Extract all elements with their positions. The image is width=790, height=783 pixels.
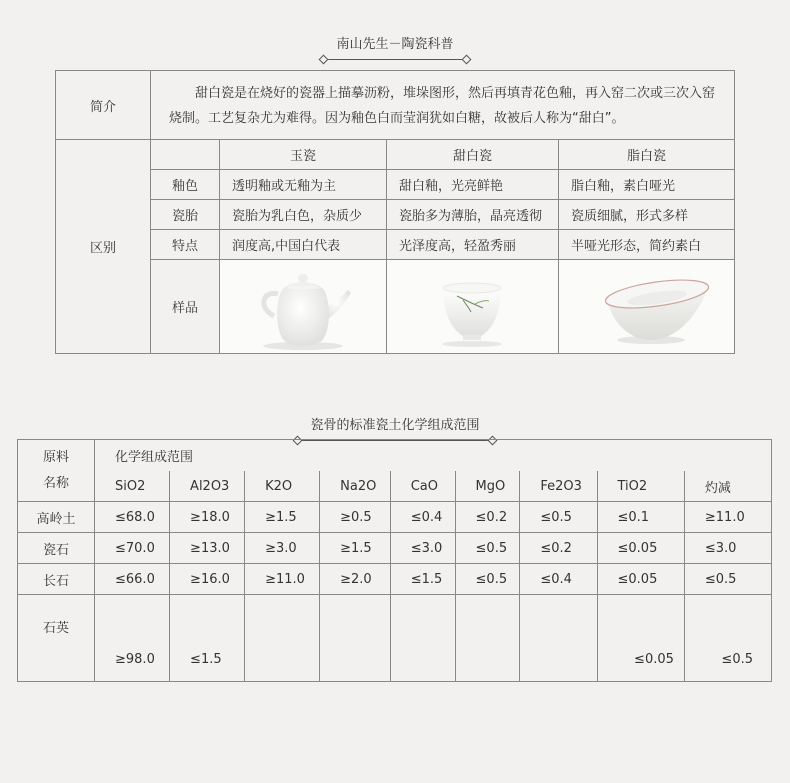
table-cell: ≥18.0	[170, 502, 245, 533]
table-cell: ≤68.0	[95, 502, 170, 533]
table-cell: ≤1.5	[390, 564, 455, 595]
section1-heading-text: 南山先生－陶瓷科普	[336, 37, 454, 52]
table-cell: ≥13.0	[170, 533, 245, 564]
table-cell: ≥11.0	[245, 564, 320, 595]
sample-label: 样品	[151, 260, 220, 354]
table-cell: ≥0.5	[320, 502, 391, 533]
table-cell: 透明釉或无釉为主	[220, 170, 387, 200]
table-cell: ≤3.0	[684, 533, 771, 564]
raw-material-header	[18, 440, 95, 502]
table-cell	[245, 595, 320, 682]
table-cell: 甜白釉，光亮鲜艳	[387, 170, 559, 200]
table-cell: 光泽度高，轻盈秀丽	[387, 230, 559, 260]
table-cell	[520, 595, 597, 682]
table-cell: ≤0.4	[520, 564, 597, 595]
column-header-row	[56, 140, 735, 170]
component-header-row	[18, 471, 772, 502]
raw-label-2: 名称	[42, 475, 69, 491]
table-cell: ≤0.2	[455, 502, 520, 533]
table-cell: ≥16.0	[170, 564, 245, 595]
material-name: 瓷石	[18, 533, 95, 564]
table-cell: 瓷胎多为薄胎，晶亮透彻	[387, 200, 559, 230]
section2-heading-text: 瓷骨的标准瓷土化学组成范围	[310, 418, 480, 433]
table-cell: ≤0.05	[597, 533, 684, 564]
sample-cell	[559, 260, 735, 354]
table-cell: ≥11.0	[684, 502, 771, 533]
column-header: 脂白瓷	[559, 140, 735, 170]
table-cell: ≤0.5	[455, 564, 520, 595]
table-row	[56, 170, 735, 200]
component-header: Fe2O3	[520, 471, 597, 502]
table-cell: ≤3.0	[390, 533, 455, 564]
table-cell	[320, 595, 391, 682]
table-cell: 润度高,中国白代表	[220, 230, 387, 260]
table-cell: ≤0.5	[684, 595, 771, 682]
sample-cell	[387, 260, 559, 354]
column-header: 甜白瓷	[387, 140, 559, 170]
table-cell: ≤0.1	[597, 502, 684, 533]
table-cell: ≥98.0	[95, 595, 170, 682]
table-cell: 脂白釉，素白哑光	[559, 170, 735, 200]
component-header: SiO2	[95, 471, 170, 502]
table-cell: ≥1.5	[245, 502, 320, 533]
component-header: 灼减	[684, 471, 771, 502]
table-cell: ≤0.5	[684, 564, 771, 595]
component-header: CaO	[390, 471, 455, 502]
row-label: 瓷胎	[151, 200, 220, 230]
table-cell: ≤0.2	[520, 533, 597, 564]
table-cell: ≤70.0	[95, 533, 170, 564]
table-cell: 瓷胎为乳白色，杂质少	[220, 200, 387, 230]
table-cell: ≤0.05	[597, 595, 684, 682]
table-row	[18, 595, 772, 682]
table-cell: ≥3.0	[245, 533, 320, 564]
intro-label: 简介	[56, 71, 151, 140]
table-cell: ≥1.5	[320, 533, 391, 564]
teapot-image	[220, 260, 386, 353]
table-cell: 半哑光形态，简约素白	[559, 230, 735, 260]
component-header: K2O	[245, 471, 320, 502]
table-cell: ≤0.5	[455, 533, 520, 564]
conical-bowl-image	[559, 260, 734, 353]
intro-row	[56, 71, 735, 140]
table-cell: ≥2.0	[320, 564, 391, 595]
group-header-row	[18, 440, 772, 472]
diamond-ornament-icon	[319, 55, 329, 65]
table-cell: ≤0.5	[520, 502, 597, 533]
table-cell: 瓷质细腻，形式多样	[559, 200, 735, 230]
tea-cup-image	[387, 260, 558, 353]
component-header: Al2O3	[170, 471, 245, 502]
row-label: 釉色	[151, 170, 220, 200]
material-name: 高岭土	[18, 502, 95, 533]
table-row	[56, 200, 735, 230]
table-row	[18, 564, 772, 595]
table-row	[56, 230, 735, 260]
diff-label: 区别	[56, 140, 151, 354]
chemical-composition-table	[17, 439, 772, 682]
sample-row	[56, 260, 735, 354]
porcelain-comparison-table	[55, 70, 735, 354]
table-cell: ≤0.4	[390, 502, 455, 533]
material-name: 长石	[18, 564, 95, 595]
component-header: Na2O	[320, 471, 391, 502]
section2-heading	[0, 414, 790, 433]
intro-text: 甜白瓷是在烧好的瓷器上描摹沥粉，堆垛图形，然后再填青花色釉，再入窑二次或三次入窑烧制。工艺复杂尤为难得。因为釉色白而莹润犹如白糖，故被后人称为“甜白”。	[151, 71, 735, 140]
table-cell: ≤1.5	[170, 595, 245, 682]
row-label: 特点	[151, 230, 220, 260]
component-header: TiO2	[597, 471, 684, 502]
table-row	[18, 502, 772, 533]
material-name: 石英	[18, 595, 95, 682]
diamond-ornament-icon	[461, 55, 471, 65]
section1-heading	[0, 33, 790, 52]
raw-label-1: 原料	[42, 449, 69, 465]
sample-cell	[220, 260, 387, 354]
table-cell: ≤66.0	[95, 564, 170, 595]
group-label: 化学组成范围	[95, 440, 772, 472]
table-cell: ≤0.05	[597, 564, 684, 595]
component-header: MgO	[455, 471, 520, 502]
heading-underline	[326, 59, 463, 60]
table-cell	[455, 595, 520, 682]
table-cell	[390, 595, 455, 682]
table-row	[18, 533, 772, 564]
column-header: 玉瓷	[220, 140, 387, 170]
empty-header-cell	[151, 140, 220, 170]
